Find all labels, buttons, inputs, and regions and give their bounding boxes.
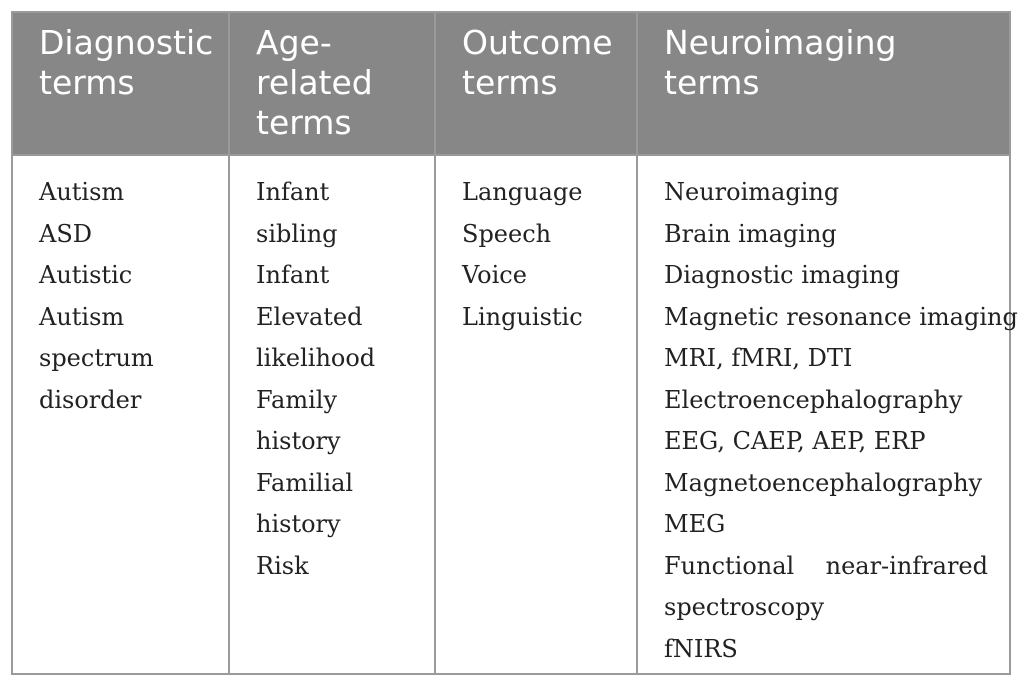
header-diagnostic-terms	[13, 13, 229, 155]
header-line: related	[256, 63, 373, 102]
header-line: Age-	[256, 23, 332, 62]
header-line: terms	[256, 103, 352, 142]
term-line: EEG, CAEP, AEP, ERP	[664, 427, 926, 455]
justified-term-line	[664, 546, 988, 588]
term-line: MEG	[664, 510, 726, 538]
term-line: Infant	[256, 261, 330, 289]
term-line: disorder	[39, 385, 142, 414]
diagnostic-terms-cell	[13, 155, 229, 673]
term-line: Voice	[462, 261, 527, 289]
term-line: Infant	[256, 178, 330, 206]
term-line: spectrum	[39, 344, 154, 372]
age-related-terms-cell	[229, 155, 435, 673]
header-line: Diagnostic	[39, 23, 214, 62]
term-line: history	[256, 427, 341, 455]
term-line: Magnetoencephalography	[664, 468, 983, 497]
term-line: fNIRS	[664, 634, 738, 663]
term-line: Magnetic resonance imaging	[664, 302, 1018, 331]
term-line: Risk	[256, 551, 309, 580]
search-terms-table	[13, 13, 1018, 673]
term-line: Family	[256, 385, 337, 414]
header-outcome-terms	[435, 13, 637, 155]
term-line: Language	[462, 178, 583, 206]
term-word: Functional	[664, 551, 795, 580]
term-word: near-infrared	[825, 551, 988, 580]
header-neuroimaging-terms	[637, 13, 1009, 155]
term-line: Brain imaging	[664, 219, 837, 248]
term-line: sibling	[256, 219, 338, 248]
term-line: Speech	[462, 219, 552, 248]
term-line: Electroencephalography	[664, 385, 963, 414]
term-line: Elevated	[256, 302, 363, 331]
header-line: terms	[462, 63, 558, 102]
term-line: history	[256, 510, 341, 538]
header-line: Outcome	[462, 23, 613, 62]
term-line: likelihood	[256, 344, 376, 372]
term-line: Autism	[39, 178, 125, 206]
term-line: spectroscopy	[664, 593, 825, 621]
term-line: Neuroimaging	[664, 178, 840, 206]
header-row	[13, 13, 1009, 155]
term-line: Familial	[256, 468, 354, 497]
outcome-terms-cell	[435, 155, 637, 673]
term-line: ASD	[39, 219, 93, 248]
header-line: terms	[664, 63, 760, 102]
header-age-related-terms	[229, 13, 435, 155]
body-row	[13, 155, 1009, 673]
term-line: Linguistic	[462, 302, 583, 331]
term-line: Diagnostic imaging	[664, 261, 900, 289]
term-line: Autism	[39, 302, 125, 331]
search-terms-table-frame	[11, 11, 1018, 675]
header-line: terms	[39, 63, 135, 102]
term-line: MRI, fMRI, DTI	[664, 344, 853, 372]
term-line: Autistic	[39, 261, 133, 289]
header-line: Neuroimaging	[664, 23, 897, 62]
neuroimaging-terms-cell	[637, 155, 1018, 673]
